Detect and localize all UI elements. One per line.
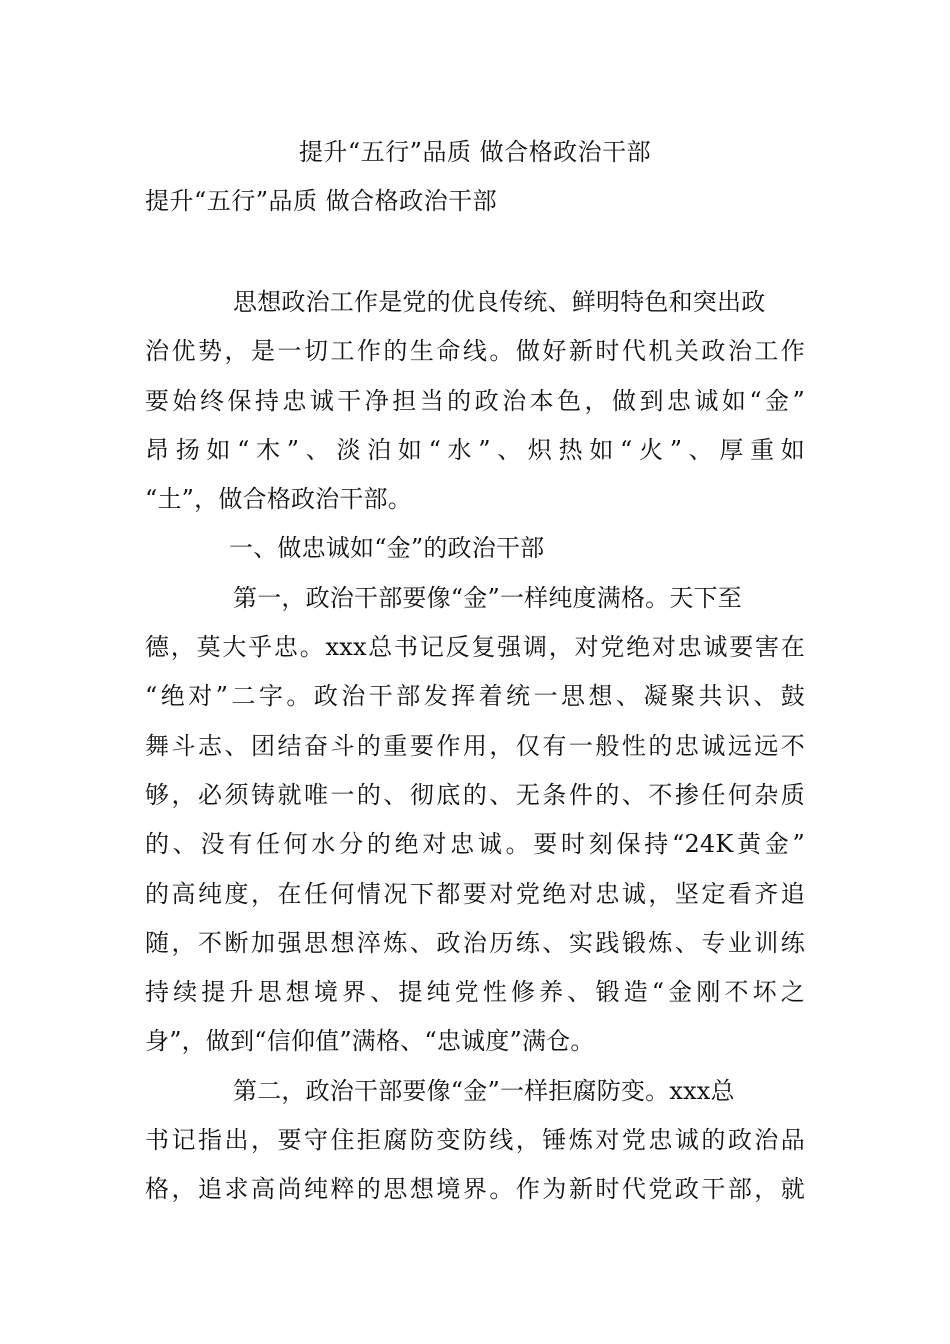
paragraph-line: 第一，政治干部要像“金”一样纯度满格。天下至 xyxy=(233,583,742,612)
document-title: 提升“五行”品质 做合格政治干部 xyxy=(298,138,652,166)
paragraph-line: 治优势，是一切工作的生命线。做好新时代机关政治工作 xyxy=(145,337,805,366)
paragraph-line: “土”，做合格政治干部。 xyxy=(145,485,412,514)
paragraph-line: 的、没有任何水分的绝对忠诚。要时刻保持“24K黄金” xyxy=(145,830,805,859)
paragraph-line: 持续提升思想境界、提纯党性修养、锻造“金刚不坏之 xyxy=(145,978,805,1007)
paragraph-line: 够，必须铸就唯一的、彻底的、无条件的、不掺任何杂质 xyxy=(145,780,805,809)
paragraph-line: “绝对”二字。政治干部发挥着统一思想、凝聚共识、鼓 xyxy=(145,682,805,711)
document-body xyxy=(145,282,805,1219)
section-heading: 一、做忠诚如“金”的政治干部 xyxy=(229,534,545,563)
paragraph-line: 身”，做到“信仰值”满格、“忠诚度”满仓。 xyxy=(145,1027,595,1056)
paragraph-line: 的高纯度，在任何情况下都要对党绝对忠诚，坚定看齐追 xyxy=(145,879,805,908)
document-subtitle: 提升“五行”品质 做合格政治干部 xyxy=(145,187,498,215)
paragraph-line: 要始终保持忠诚干净担当的政治本色，做到忠诚如“金” xyxy=(145,386,805,415)
paragraph-line: 随，不断加强思想淬炼、政治历练、实践锻炼、专业训练 xyxy=(145,928,805,957)
paragraph-line: 德，莫大乎忠。xxx总书记反复强调，对党绝对忠诚要害在 xyxy=(145,633,805,662)
paragraph-line: 第二，政治干部要像“金”一样拒腐防变。xxx总 xyxy=(233,1076,735,1105)
paragraph-line: 昂扬如“木”、淡泊如“水”、炽热如“火”、厚重如 xyxy=(145,435,805,464)
paragraph-line: 思想政治工作是党的优良传统、鲜明特色和突出政 xyxy=(233,288,766,316)
paragraph-line: 格，追求高尚纯粹的思想境界。作为新时代党政干部，就 xyxy=(145,1175,805,1204)
paragraph-line: 书记指出，要守住拒腐防变防线，锤炼对党忠诚的政治品 xyxy=(145,1126,805,1155)
paragraph-line: 舞斗志、团结奋斗的重要作用，仅有一般性的忠诚远远不 xyxy=(145,731,805,760)
